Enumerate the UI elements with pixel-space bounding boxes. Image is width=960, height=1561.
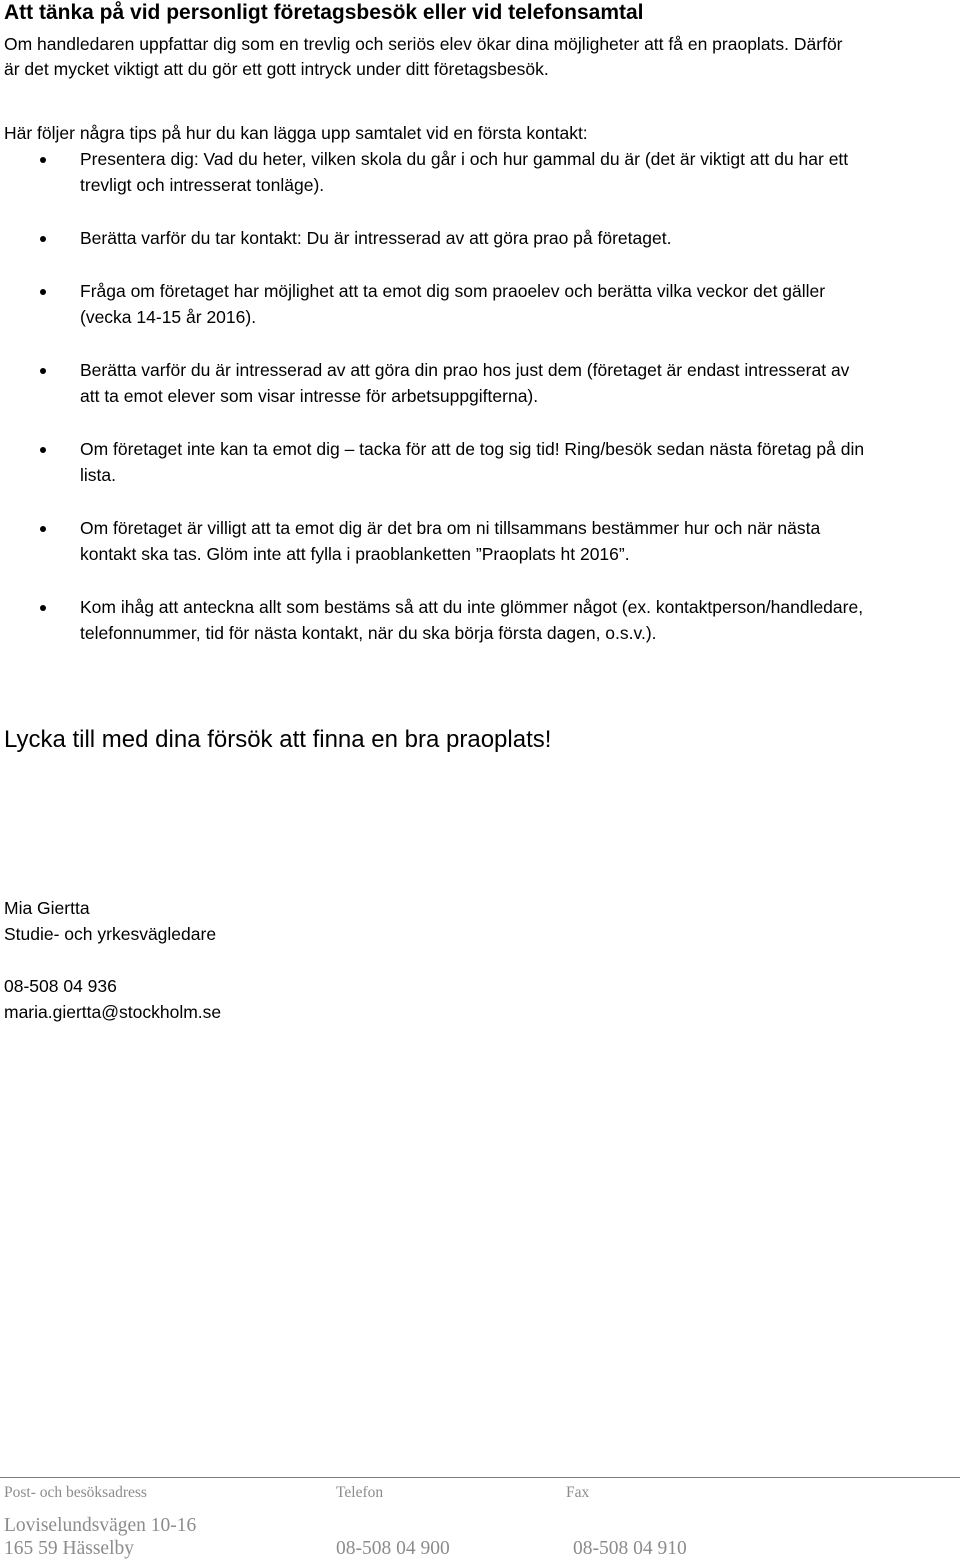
footer-phone-label: Telefon [336,1484,384,1501]
footer-divider [0,1477,960,1478]
bullet-icon [40,236,46,242]
footer-address-label: Post- och besöksadress [4,1484,147,1501]
list-item-line-1: Berätta varför du tar kontakt: Du är intresserad av att göra prao på företaget. [80,228,672,248]
list-item-line-2: lista. [80,465,116,485]
signature-name: Mia Giertta [4,898,90,918]
list-item-line-2: kontakt ska tas. Glöm inte att fylla i praoblanketten ”Praoplats ht 2016”. [80,544,630,564]
footer-fax-label: Fax [566,1484,590,1501]
footer-postal: 165 59 Hässelby [4,1538,134,1559]
closing-message: Lycka till med dina försök att finna en bra praoplats! [4,726,552,753]
signature-role: Studie- och yrkesvägledare [4,924,217,944]
list-item-line-2: att ta emot elever som visar intresse för arbetsuppgifterna). [80,386,539,406]
list-item-line-1: Kom ihåg att anteckna allt som bestäms så att du inte glömmer något (ex. kontaktperson/handledare, [80,597,864,617]
bullet-icon [40,447,46,453]
list-item-line-2: trevligt och intresserat tonläge). [80,175,325,195]
list-item-line-1: Om företaget är villigt att ta emot dig är det bra om ni tillsammans bestämmer hur och när nästa [80,518,821,538]
tips-lead: Här följer några tips på hur du kan lägga upp samtalet vid en första kontakt: [4,123,588,143]
list-item-line-2: telefonnummer, tid för nästa kontakt, när du ska börja första dagen, o.s.v.). [80,623,657,643]
list-item-line-1: Fråga om företaget har möjlighet att ta emot dig som praoelev och berätta vilka veckor det gäller [80,281,826,301]
signature-phone: 08-508 04 936 [4,976,117,996]
bullet-icon [40,289,46,295]
footer-phone: 08-508 04 900 [336,1538,450,1559]
intro-line-1: Om handledaren uppfattar dig som en trevlig och seriös elev ökar dina möjligheter att få en praoplats. Därför [4,34,843,54]
bullet-icon [40,368,46,374]
bullet-icon [40,605,46,611]
list-item-line-1: Berätta varför du är intresserad av att göra din prao hos just dem (företaget är endast intresserat av [80,360,850,380]
signature-email[interactable]: maria.giertta@stockholm.se [4,1002,222,1022]
bullet-icon [40,157,46,163]
list-item-line-1: Om företaget inte kan ta emot dig – tacka för att de tog sig tid! Ring/besök sedan nästa företag på din [80,439,865,459]
document-title: Att tänka på vid personligt företagsbesök eller vid telefonsamtal [4,1,644,24]
intro-line-2: är det mycket viktigt att du gör ett gott intryck under ditt företagsbesök. [4,59,549,79]
list-item-line-1: Presentera dig: Vad du heter, vilken skola du går i och hur gammal du är (det är viktigt att du har ett [80,149,849,169]
footer-fax: 08-508 04 910 [573,1538,687,1559]
footer-street: Loviselundsvägen 10-16 [4,1515,197,1536]
bullet-icon [40,526,46,532]
list-item-line-2: (vecka 14-15 år 2016). [80,307,257,327]
